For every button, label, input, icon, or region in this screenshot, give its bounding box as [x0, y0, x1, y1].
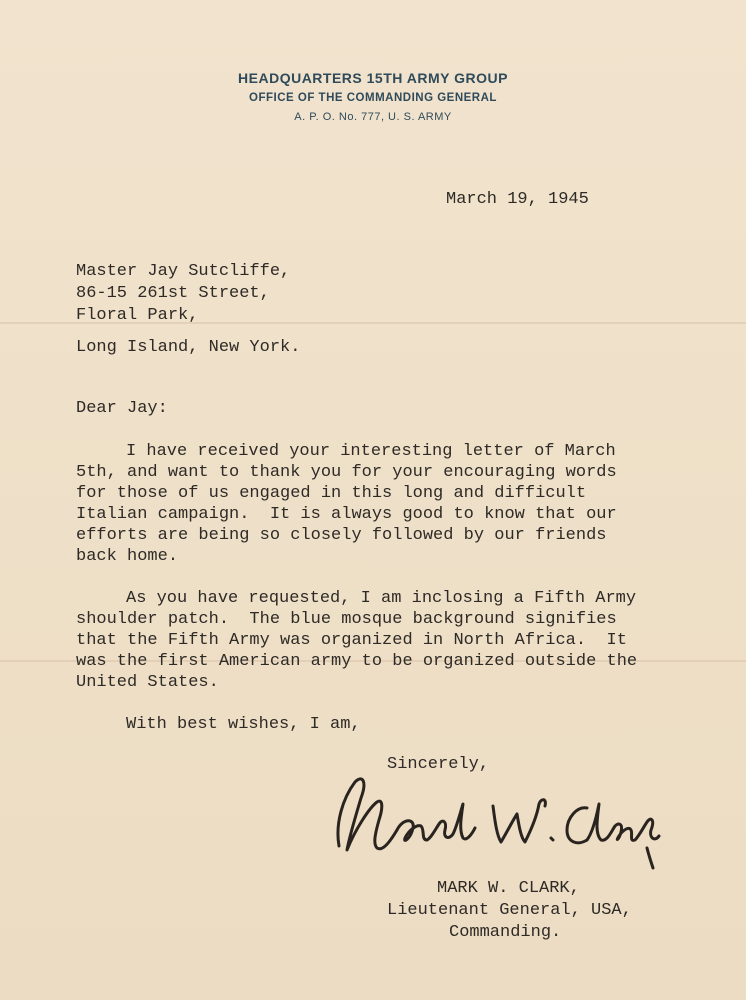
- signer-title: Lieutenant General, USA,: [387, 901, 632, 920]
- signer-name: MARK W. CLARK,: [437, 879, 580, 898]
- paragraph-1-line: I have received your interesting letter of March: [126, 442, 616, 461]
- paragraph-1-line: for those of us engaged in this long and difficult: [76, 484, 587, 503]
- paragraph-1-line: 5th, and want to thank you for your encouraging words: [76, 463, 617, 482]
- paragraph-2-line: United States.: [76, 673, 219, 692]
- paragraph-1-line: Italian campaign. It is always good to know that our: [76, 505, 617, 524]
- handwritten-signature: [325, 768, 670, 878]
- letterhead-address: A. P. O. No. 777, U. S. ARMY: [294, 111, 452, 123]
- salutation: Dear Jay:: [76, 399, 168, 418]
- closing-line: With best wishes, I am,: [126, 715, 361, 734]
- letterhead-office: OFFICE OF THE COMMANDING GENERAL: [249, 92, 497, 104]
- recipient-line: Long Island, New York.: [76, 338, 301, 357]
- paragraph-1-line: back home.: [76, 547, 179, 566]
- paragraph-2-line: that the Fifth Army was organized in North Africa. It: [76, 631, 627, 650]
- recipient-line: 86-15 261st Street,: [76, 284, 270, 303]
- paragraph-2-line: As you have requested, I am inclosing a Fifth Army: [126, 589, 637, 608]
- letterhead-title: HEADQUARTERS 15TH ARMY GROUP: [238, 70, 508, 86]
- recipient-line: Master Jay Sutcliffe,: [76, 262, 291, 281]
- paragraph-2-line: shoulder patch. The blue mosque background signifies: [76, 610, 617, 629]
- paragraph-1-line: efforts are being so closely followed by our friends: [76, 526, 607, 545]
- signer-role: Commanding.: [449, 923, 562, 942]
- letter-date: March 19, 1945: [446, 190, 589, 209]
- complimentary-close: Sincerely,: [387, 755, 490, 774]
- paragraph-2-line: was the first American army to be organized outside the: [76, 652, 638, 671]
- recipient-line: Floral Park,: [76, 306, 199, 325]
